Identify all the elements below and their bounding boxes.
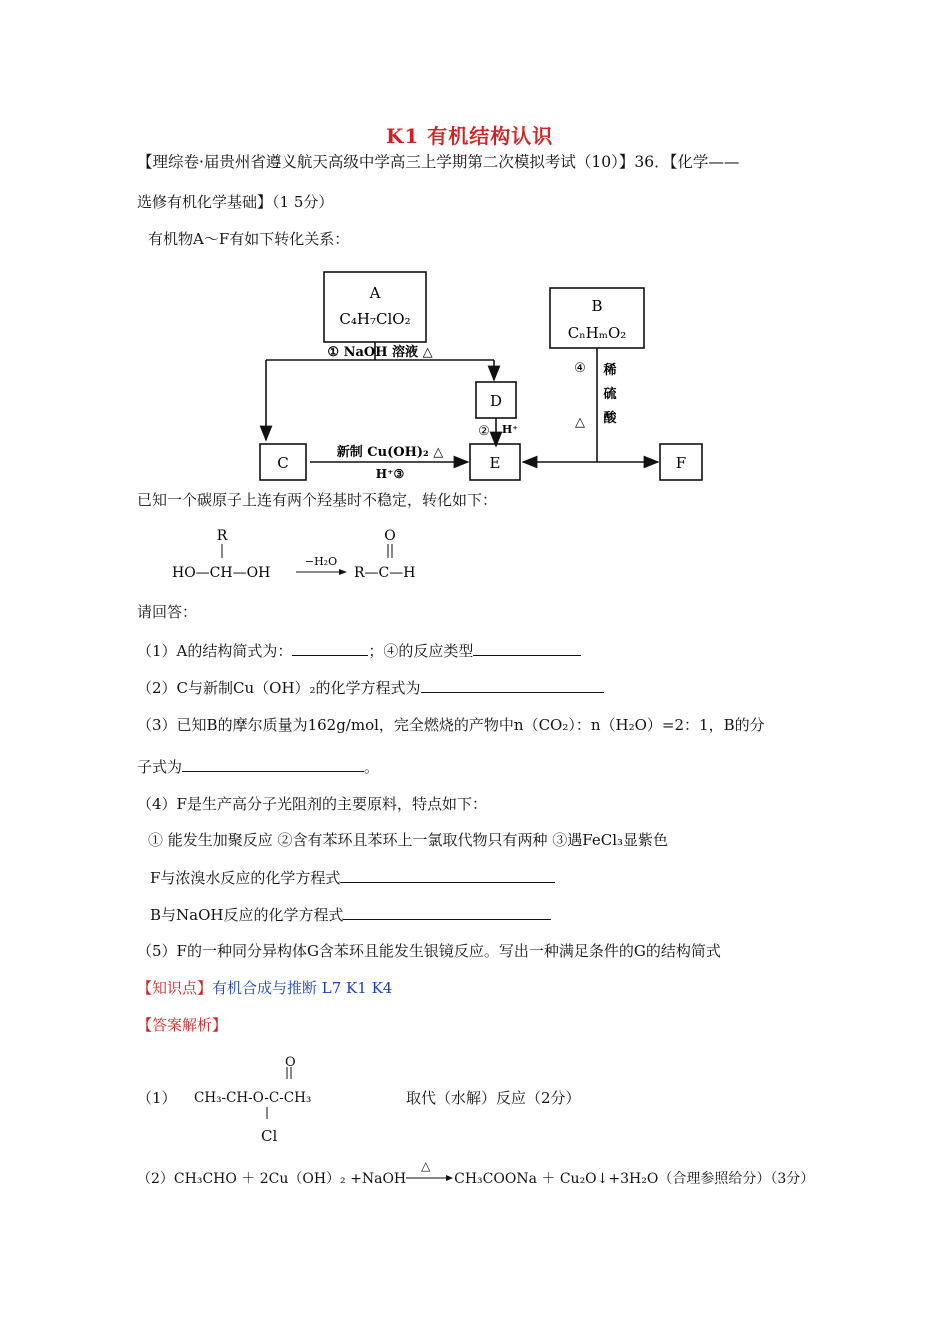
gem-diol-reaction [168, 522, 438, 588]
page-title: K1 有机结构认识 [386, 124, 554, 148]
question-2-text: （2）C与新制Cu（OH）₂的化学方程式为 [137, 679, 421, 697]
reaction-o: O [384, 528, 396, 544]
reaction-left: HO—CH—OH [172, 565, 271, 581]
box-b-formula: CₙHₘO₂ [567, 324, 627, 342]
knowledge-point-label: 【知识点】 [137, 979, 213, 997]
answer-blank[interactable] [343, 905, 551, 920]
answer-2-left: （2）CH₃CHO ＋ 2Cu（OH）₂ +NaOH [137, 1171, 407, 1187]
step-3-bottom: H⁺③ [375, 467, 405, 481]
reaction-r: R [216, 528, 228, 544]
box-f-label: F [675, 454, 687, 472]
answer-1-type: 取代（水解）反应（2分） [406, 1089, 581, 1107]
question-4-b [150, 905, 551, 924]
question-3-text-c: 。 [364, 758, 380, 776]
answer-1-cl-bond [263, 1107, 271, 1123]
answer-2-right: CH₃COONa ＋ Cu₂O↓+3H₂O（合理参照给分）（3分） [454, 1171, 815, 1187]
question-3-text-b: 子式为 [137, 758, 183, 776]
answer-label: 【答案解析】 [137, 1016, 228, 1034]
question-4-f-text: F与浓溴水反应的化学方程式 [150, 869, 341, 887]
answer-2-heat: △ [421, 1159, 431, 1173]
box-e-label: E [489, 454, 501, 472]
question-1-text-b: ；④的反应类型 [368, 642, 474, 660]
question-4: （4）F是生产高分子光阻剂的主要原料，特点如下： [137, 795, 487, 813]
question-4-f [150, 868, 555, 887]
answer-blank[interactable] [182, 757, 364, 772]
knowledge-point [137, 979, 392, 997]
source-line-2: 选修有机化学基础】（1 5分） [137, 193, 334, 211]
answer-1-o: O [285, 1055, 296, 1070]
box-d-label: D [489, 392, 503, 410]
step-4-label: ④ [574, 361, 586, 376]
question-1 [137, 641, 581, 660]
answer-1-formula: CH₃-CH-O-C-CH₃ [194, 1090, 312, 1106]
question-4-b-text: B与NaOH反应的化学方程式 [150, 906, 344, 924]
answer-blank[interactable] [340, 868, 555, 883]
step-4-heat: △ [575, 415, 585, 430]
question-5: （5）F的一种同分异构体G含苯环且能发生银镜反应。写出一种满足条件的G的结构简式 [137, 942, 721, 960]
step-3-top: 新制 Cu(OH)₂ △ [336, 445, 444, 460]
answer-blank[interactable] [473, 641, 581, 656]
box-b-label: B [591, 297, 603, 315]
reaction-scheme-diagram [240, 262, 720, 484]
reaction-arrow-label: −H₂O [304, 555, 338, 568]
answer-2 [137, 1159, 815, 1188]
answer-1-cl: Cl [261, 1127, 278, 1145]
question-3: （3）已知B的摩尔质量为162g/mol，完全燃烧的产物中n（CO₂）：n（H₂O）=2：1，B的分 [137, 716, 765, 734]
ask-text: 请回答： [137, 603, 198, 621]
answer-1-bonds [284, 1067, 296, 1081]
step-2-h: H⁺ [501, 423, 519, 436]
answer-blank[interactable] [421, 678, 604, 693]
answer-1-number: （1） [137, 1089, 177, 1107]
answer-2-arrow [406, 1159, 454, 1183]
answer-blank[interactable] [292, 641, 368, 656]
box-a-label: A [369, 284, 381, 302]
question-1-text: （1）A的结构简式为： [137, 642, 293, 660]
box-a [324, 272, 426, 342]
question-3-cont [137, 757, 379, 776]
question-2 [137, 678, 604, 697]
step-4-char-1: 稀 [603, 363, 617, 378]
question-4-features: ① 能发生加聚反应 ②含有苯环且苯环上一氯取代物只有两种 ③遇FeCl₃显紫色 [148, 831, 669, 849]
knowledge-point-text: 有机合成与推断 L7 K1 K4 [212, 979, 393, 997]
note-text: 已知一个碳原子上连有两个羟基时不稳定，转化如下： [137, 491, 498, 509]
box-a-formula: C₄H₇ClO₂ [339, 310, 411, 328]
reaction-right: R—C—H [354, 565, 416, 581]
intro-text: 有机物A～F有如下转化关系： [148, 230, 350, 248]
step-4-char-3: 酸 [603, 411, 617, 426]
step-1-label: ① NaOH 溶液 △ [327, 345, 433, 360]
source-line-1: 【理综卷·届贵州省遵义航天高级中学高三上学期第二次模拟考试（10）】36．【化学—— [137, 153, 740, 171]
box-c-label: C [277, 454, 289, 472]
step-2-label: ② [478, 424, 490, 439]
step-4-char-2: 硫 [603, 387, 617, 402]
